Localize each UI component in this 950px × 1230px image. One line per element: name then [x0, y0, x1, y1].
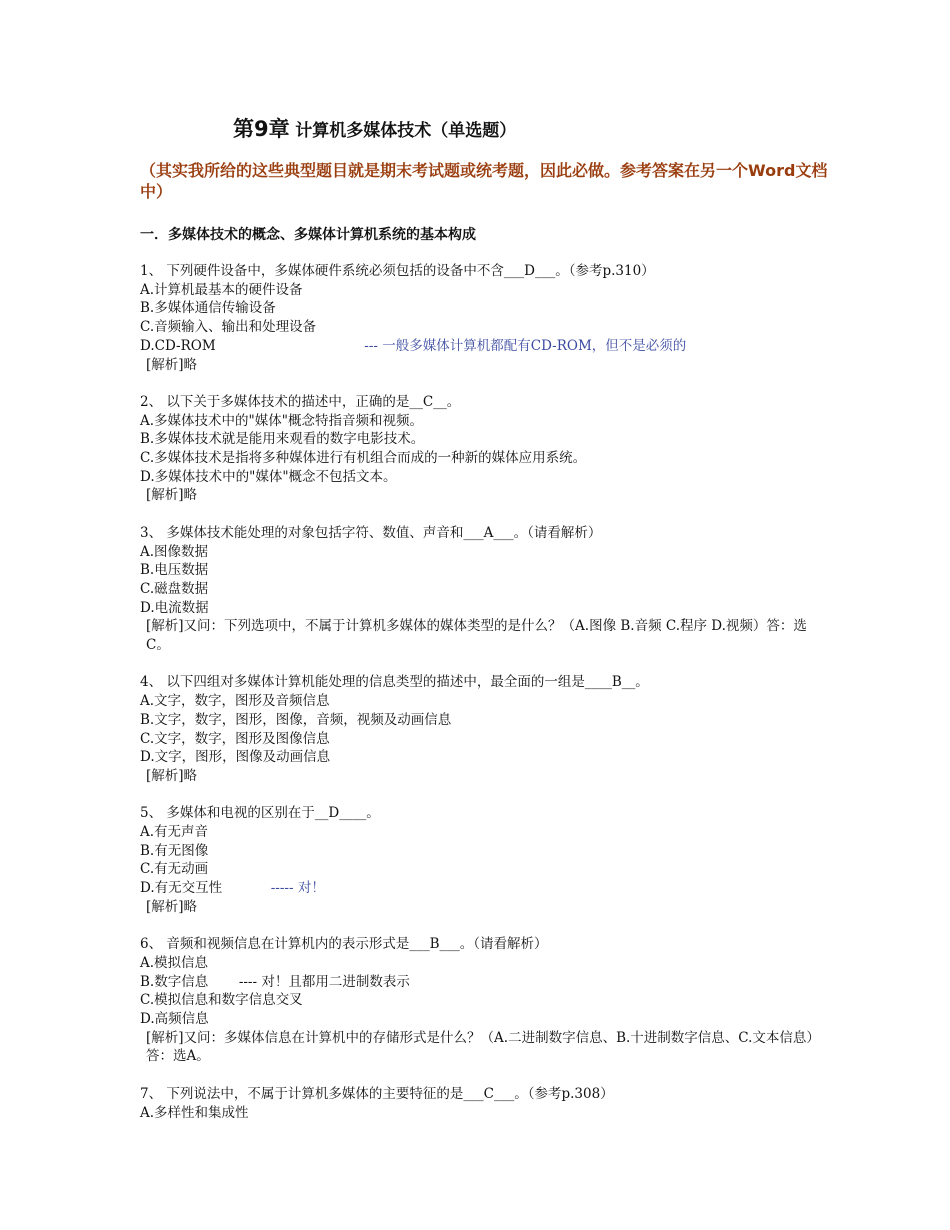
answer-note: --- 一般多媒体计算机都配有CD-ROM，但不是必须的	[364, 337, 687, 354]
chapter-title	[233, 113, 516, 143]
option-d: D.有无交互性	[140, 880, 223, 897]
option-b: B.电压数据	[140, 562, 209, 579]
option-c: C.文字，数字，图形及图像信息	[140, 730, 330, 747]
option-d: D.CD-ROM	[140, 337, 216, 354]
option-d: D.电流数据	[140, 599, 209, 616]
option-b: B.文字，数字，图形，图像，音频，视频及动画信息	[140, 711, 452, 728]
option-c: C.音频输入、输出和处理设备	[140, 319, 317, 336]
question-1	[140, 262, 830, 374]
option-b: B.多媒体通信传输设备	[140, 300, 276, 317]
option-a: A.文字，数字，图形及音频信息	[140, 693, 330, 710]
option-d: D.高频信息	[140, 1011, 209, 1028]
question-stem: 4、 以下四组对多媒体计算机能处理的信息类型的描述中，最全面的一组是____B__。	[140, 674, 649, 691]
analysis: [解析]又问：多媒体信息在计算机中的存储形式是什么？（A.二进制数字信息、B.十进制数字信息、C.文本信息）答：选A。	[146, 1029, 820, 1065]
option-b-row	[140, 973, 830, 992]
analysis: [解析]略	[146, 487, 198, 504]
answer-note: ----- 对！	[270, 880, 325, 897]
option-a: A.图像数据	[140, 543, 209, 560]
option-c: C.多媒体技术是指将多种媒体进行有机组合而成的一种新的媒体应用系统。	[140, 450, 587, 467]
question-stem: 5、 多媒体和电视的区别在于__D____。	[140, 805, 380, 822]
analysis: [解析]略	[146, 767, 198, 784]
analysis: [解析]略	[146, 356, 198, 373]
option-a: A.计算机最基本的硬件设备	[140, 281, 303, 298]
option-b: B.多媒体技术就是能用来观看的数字电影技术。	[140, 431, 425, 448]
question-4	[140, 673, 830, 785]
option-a: A.模拟信息	[140, 954, 209, 971]
question-6	[140, 935, 830, 1066]
question-5	[140, 804, 830, 916]
option-d: D.多媒体技术中的"媒体"概念不包括文本。	[140, 468, 397, 485]
question-stem: 3、 多媒体技术能处理的对象包括字符、数值、声音和___A___。（请看解析）	[140, 524, 602, 541]
option-d: D.文字，图形，图像及动画信息	[140, 749, 331, 766]
chapter-number: 第9章	[233, 117, 290, 141]
question-stem: 6、 音频和视频信息在计算机内的表示形式是___B___。（请看解析）	[140, 936, 548, 953]
option-a: A.多样性和集成性	[140, 1104, 249, 1121]
question-stem: 7、 下列说法中，不属于计算机多媒体的主要特征的是___C___。（参考p.308）	[140, 1085, 614, 1102]
question-7	[140, 1085, 830, 1122]
option-c: C.磁盘数据	[140, 580, 209, 597]
analysis: [解析]又问：下列选项中，不属于计算机多媒体的媒体类型的是什么？（A.图像 B.音频 C.程序 D.视频）答：选C。	[146, 618, 807, 654]
question-list	[140, 262, 830, 1141]
option-a: A.有无声音	[140, 824, 209, 841]
option-d-row	[140, 337, 830, 356]
analysis: [解析]略	[146, 898, 198, 915]
option-b: B.有无图像	[140, 842, 209, 859]
option-b: B.数字信息	[140, 973, 209, 990]
question-3	[140, 524, 830, 655]
chapter-topic: 计算机多媒体技术（单选题）	[295, 121, 517, 141]
question-stem: 1、 下列硬件设备中，多媒体硬件系统必须包括的设备中不含___D___。（参考p.310）	[140, 263, 655, 279]
option-d-row	[140, 879, 830, 898]
option-a: A.多媒体技术中的"媒体"概念特指音频和视频。	[140, 412, 423, 429]
option-c: C.模拟信息和数字信息交叉	[140, 992, 303, 1009]
question-stem: 2、 以下关于多媒体技术的描述中，正确的是__C__。	[140, 393, 461, 410]
notice-text: （其实我所给的这些典型题目就是期末考试题或统考题，因此必做。参考答案在另一个Word文档中）	[140, 161, 828, 201]
answer-note: ---- 对！且都用二进制数表示	[238, 973, 410, 990]
option-c: C.有无动画	[140, 861, 209, 878]
section-heading: 一．多媒体技术的概念、多媒体计算机系统的基本构成	[140, 227, 476, 243]
question-2	[140, 393, 830, 505]
